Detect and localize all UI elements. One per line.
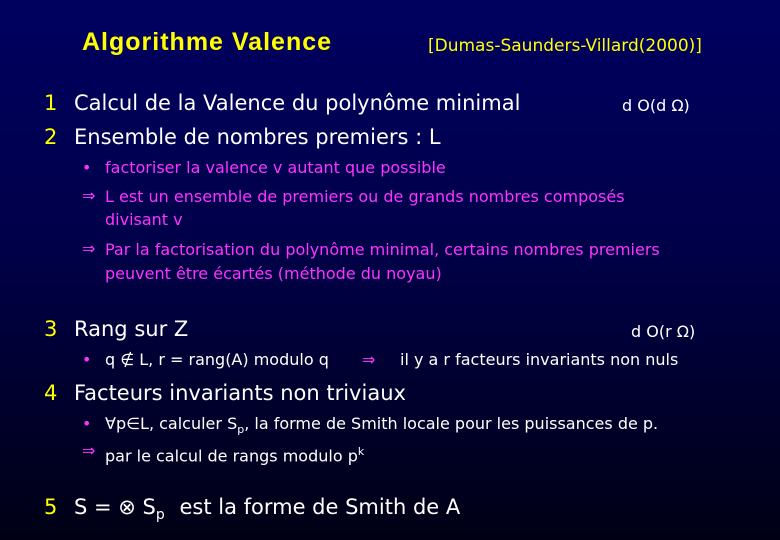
bullet-marker: • — [82, 350, 92, 369]
bullet-text: L est un ensemble de premiers ou de grands nombres composés — [105, 187, 625, 206]
formula-subscript: p — [237, 423, 245, 437]
bullet-text — [105, 440, 364, 467]
step-number: 4 — [44, 381, 58, 405]
step-complexity: d O(d Ω) — [622, 96, 690, 115]
implies-marker: ⇒ — [82, 186, 96, 205]
step-number: 2 — [44, 125, 58, 149]
step-heading: Ensemble de nombres premiers : L — [74, 125, 441, 149]
step-heading — [74, 495, 460, 523]
step-heading: Facteurs invariants non triviaux — [74, 381, 406, 405]
bullet-marker: • — [82, 158, 92, 177]
formula-suffix: est la forme de Smith de A — [179, 495, 461, 519]
formula-suffix: , la forme de Smith locale pour les puissances de p. — [244, 414, 659, 433]
step-heading: Calcul de la Valence du polynôme minimal — [74, 91, 521, 115]
bullet-text: factoriser la valence v autant que possible — [105, 158, 446, 177]
implies-marker: ⇒ — [82, 441, 96, 460]
formula-subscript: p — [155, 507, 165, 524]
step-heading: Rang sur Z — [74, 317, 189, 341]
formula-prefix: S = ⊗ S — [74, 495, 156, 519]
bullet-marker: • — [82, 414, 92, 433]
implies-marker: ⇒ — [82, 239, 96, 258]
implies-marker: ⇒ — [362, 350, 376, 369]
citation: [Dumas-Saunders-Villard(2000)] — [428, 36, 702, 56]
formula-prefix: ∀p∈L, calculer S — [105, 414, 238, 433]
slide-title: Algorithme Valence — [82, 28, 333, 56]
step-number: 5 — [44, 495, 58, 519]
bullet-text — [105, 412, 658, 441]
bullet-text-continued: divisant v — [105, 210, 183, 229]
bullet-text-continued: peuvent être écartés (méthode du noyau) — [105, 264, 442, 283]
bullet-text: q ∉ L, r = rang(A) modulo q — [105, 350, 329, 369]
step-number: 3 — [44, 317, 58, 341]
formula-superscript: k — [357, 445, 365, 458]
step-complexity: d O(r Ω) — [631, 322, 696, 341]
step-number: 1 — [44, 91, 58, 115]
bullet-text: il y a r facteurs invariants non nuls — [400, 350, 679, 369]
bullet-text: Par la factorisation du polynôme minimal, certains nombres premiers — [105, 240, 660, 259]
formula-prefix: par le calcul de rangs modulo p — [105, 446, 358, 466]
